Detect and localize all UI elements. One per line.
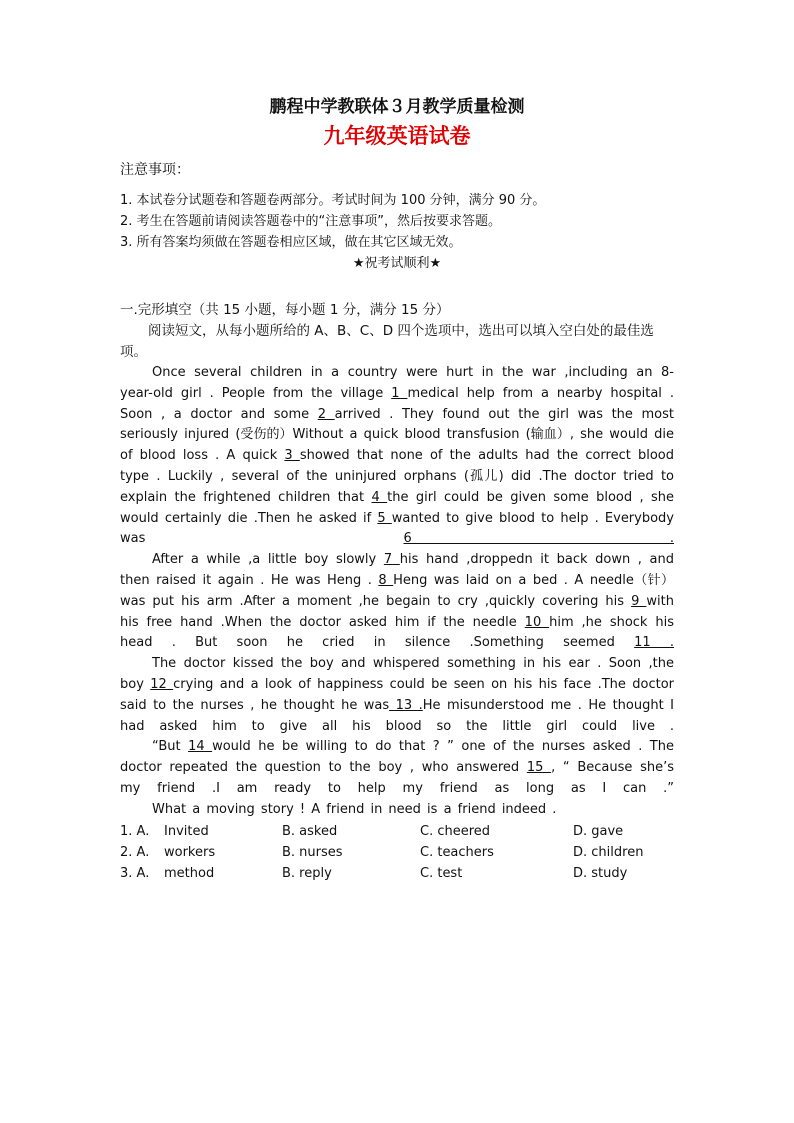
notice-list — [120, 190, 674, 253]
notice-item: 3. 所有答案均须做在答题卷相应区域，做在其它区域无效。 — [120, 235, 462, 250]
passage-paragraph — [120, 737, 674, 799]
passage-text: Once several children in a country were hurt in the war ,including an 8-year-old girl . People from the village — [120, 365, 674, 401]
exam-subtitle: 九年级英语试卷 — [323, 124, 471, 148]
passage-text: medical help from a nearby hospital . Soon , a doctor and some — [120, 385, 675, 422]
passage-text: , “ Because she’s my friend .I am ready to help my friend as long as I can .” — [120, 760, 674, 796]
passage-text: with his free hand .When the doctor asked him if the needle — [120, 593, 675, 630]
option-a: method — [164, 865, 215, 881]
option-number: 2. A. — [120, 844, 150, 860]
option-row — [120, 842, 674, 863]
blank-number: 6 . — [403, 531, 674, 547]
passage-text: his hand ,droppedn it back down , and then raised it again . He was Heng . — [120, 552, 674, 588]
passage-text: Heng was laid on a bed . A needle（针） was put his arm .After a moment ,he begain to cry ,quickly covering his — [120, 572, 674, 609]
blank-number: 11 . — [634, 635, 675, 651]
blank-number: 12 — [150, 676, 174, 692]
option-b: B. reply — [282, 865, 332, 881]
blank-number: 8 — [378, 572, 394, 588]
passage-paragraph — [120, 800, 674, 821]
cloze-passage — [120, 363, 674, 821]
option-a: Invited — [164, 823, 209, 839]
option-number: 1. A. — [120, 823, 150, 839]
blank-number: 13 . — [389, 697, 423, 713]
option-d: D. study — [573, 865, 628, 881]
passage-text: crying and a look of happiness could be seen on his his face .The doctor said to the nurses , he thought he was — [120, 676, 674, 713]
blank-number: 3 — [284, 448, 300, 464]
blank-number: 15 — [526, 760, 552, 776]
passage-paragraph — [120, 654, 674, 737]
good-luck-line: ★祝考试顺利★ — [352, 256, 442, 271]
option-number: 3. A. — [120, 865, 150, 881]
passage-paragraph — [120, 363, 674, 550]
passage-text: the girl could be given some blood , she would certainly die .Then he asked if — [120, 489, 675, 526]
answer-options — [120, 821, 674, 884]
blank-number: 7 — [383, 552, 400, 568]
passage-text: him ,he shock his head . But soon he cried in silence .Something seemed — [120, 614, 674, 651]
notice-heading: 注意事项： — [120, 162, 190, 178]
option-b: B. asked — [282, 823, 338, 839]
option-row — [120, 863, 674, 884]
option-d: D. gave — [573, 823, 624, 839]
option-c: C. cheered — [420, 823, 491, 839]
blank-number: 5 — [377, 510, 392, 526]
section-instruction: 阅读短文，从每小题所给的 A、B、C、D 四个选项中，选出可以填入空白处的最佳选项。 — [120, 323, 654, 360]
blank-number: 1 — [391, 385, 408, 401]
notice-item: 1. 本试卷分试题卷和答题卷两部分。考试时间为 100 分钟，满分 90 分。 — [120, 193, 546, 208]
blank-number: 10 — [524, 614, 550, 630]
section-heading: 一.完形填空（共 15 小题，每小题 1 分，满分 15 分） — [120, 302, 450, 318]
exam-title: 鹏程中学教联体３月教学质量检测 — [269, 97, 525, 117]
passage-text: After a while ,a little boy slowly — [152, 552, 384, 568]
option-c: C. test — [420, 865, 463, 881]
notice-item: 2. 考生在答题前请阅读答题卷中的“注意事项”，然后按要求答题。 — [120, 214, 502, 229]
passage-text: He misunderstood me . He thought I had asked him to give all his blood so the little girl could live . — [120, 697, 674, 734]
passage-text: would he be willing to do that ? ” one of the nurses asked . The doctor repeated the question to the boy , who answered — [120, 739, 674, 776]
passage-paragraph — [120, 550, 674, 654]
option-d: D. children — [573, 844, 644, 860]
passage-text: What a moving story ! A friend in need is a friend indeed . — [152, 801, 557, 817]
option-b: B. nurses — [282, 844, 343, 860]
option-a: workers — [164, 844, 216, 860]
passage-text: showed that none of the adults had the correct blood type . Luckily , several of the uninjured orphans (孤儿) did .The doctor tried to explain the frightened children that — [120, 448, 675, 505]
blank-number: 14 — [188, 739, 213, 755]
option-c: C. teachers — [420, 844, 494, 860]
passage-text: “But — [152, 739, 189, 755]
blank-number: 2 — [317, 406, 335, 422]
passage-text: arrived . They found out the girl was the most seriously injured (受伤的）Without a quick blood transfusion (输血）, she would die of blood loss . A quick — [120, 406, 675, 464]
passage-text: The doctor kissed the boy and whispered something in his ear . Soon ,the boy — [120, 656, 674, 692]
option-row — [120, 821, 674, 842]
blank-number: 9 — [631, 593, 647, 609]
blank-number: 4 — [371, 489, 388, 505]
passage-text: wanted to give blood to help . Everybody was — [120, 510, 675, 547]
